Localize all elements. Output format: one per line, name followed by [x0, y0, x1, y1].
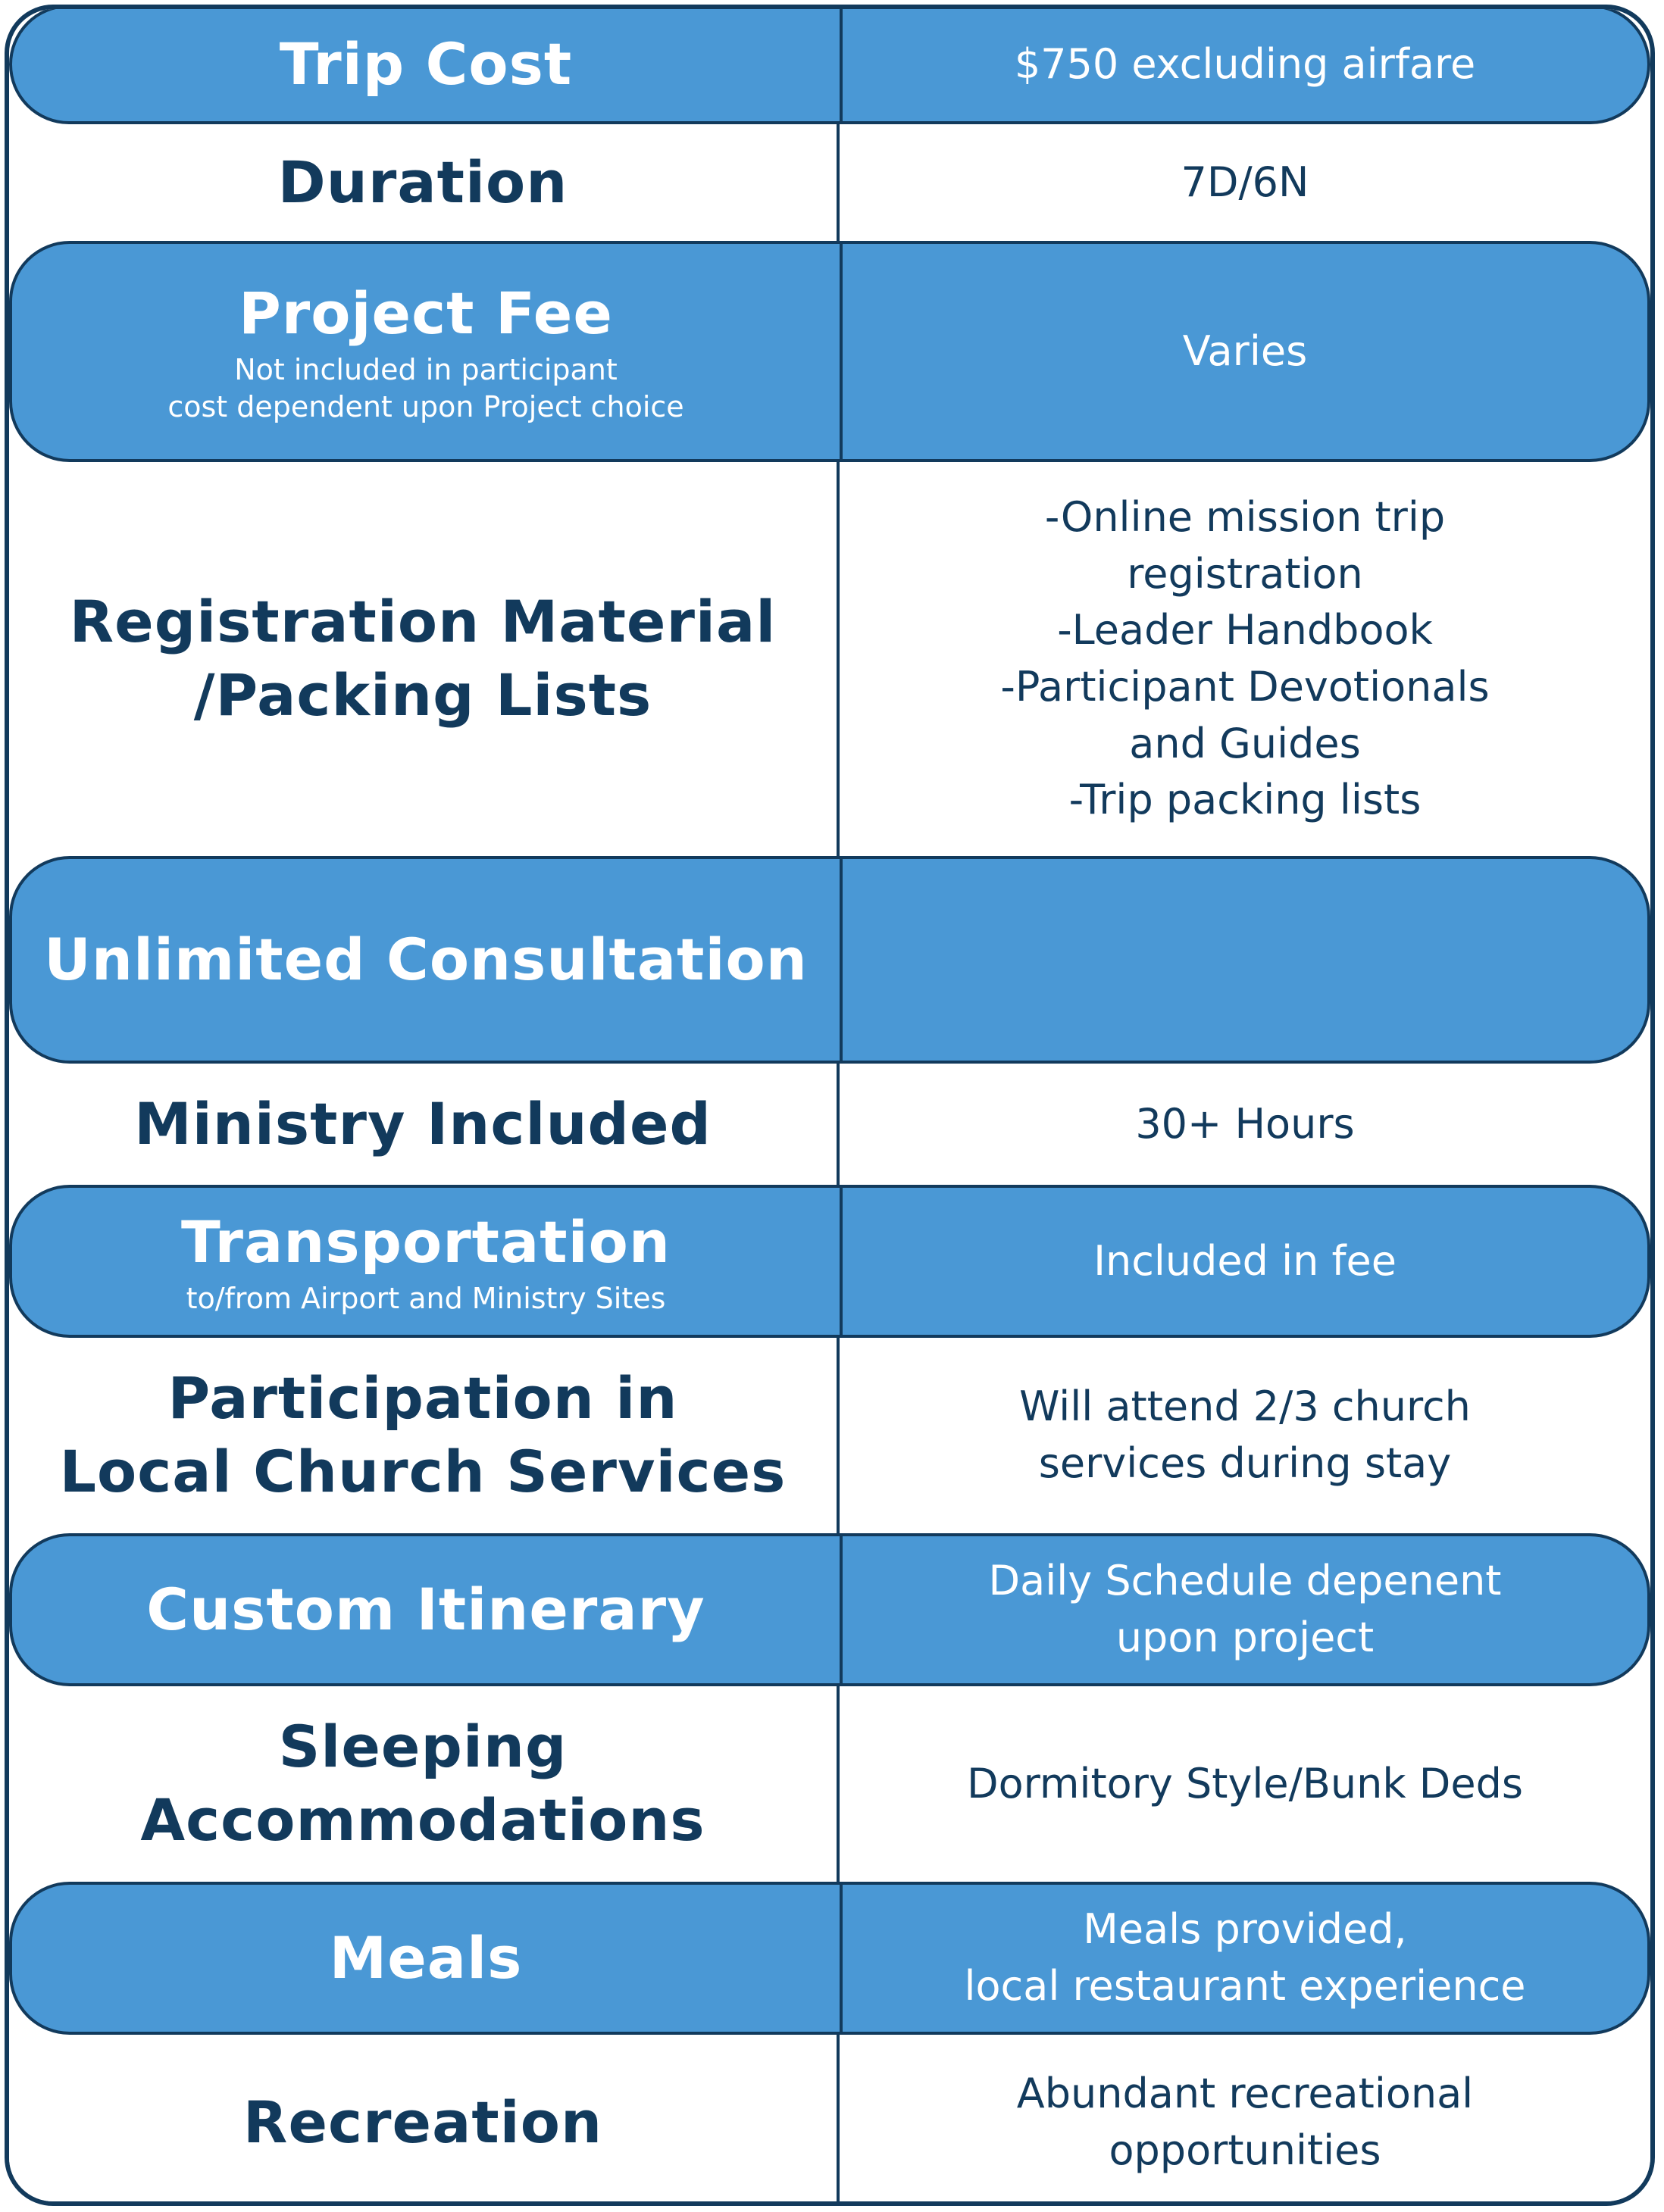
row-label-cell — [9, 1338, 837, 1533]
row-value: Included in fee — [1093, 1236, 1397, 1285]
row-value-cell — [843, 1188, 1647, 1335]
row-value: 30+ Hours — [1135, 1099, 1355, 1148]
row-label: Registration Material /Packing Lists — [69, 588, 777, 729]
row-value-cell — [840, 1064, 1650, 1185]
row-value-cell — [840, 462, 1650, 856]
table-row — [9, 1686, 1650, 1882]
row-label: Sleeping Accommodations — [140, 1713, 705, 1854]
row-label-cell — [12, 244, 840, 459]
table-row — [9, 241, 1650, 462]
row-label: Custom Itinerary — [146, 1575, 705, 1643]
row-label-cell — [12, 1885, 840, 2032]
row-label-note: Not included in participant cost dependent upon Project choice — [167, 353, 684, 424]
row-label: Ministry Included — [134, 1089, 712, 1158]
row-value: Dormitory Style/Bunk Deds — [967, 1759, 1523, 1807]
row-value: Varies — [1182, 326, 1308, 375]
row-label: Trip Cost — [279, 30, 573, 98]
row-value: Daily Schedule depenent upon project — [988, 1557, 1502, 1661]
table-row — [9, 1064, 1650, 1185]
row-value-cell — [843, 859, 1647, 1061]
table-row — [9, 1185, 1650, 1338]
row-label-cell — [12, 1536, 840, 1683]
row-label: Participation in Local Church Services — [59, 1364, 787, 1505]
table-row — [9, 462, 1650, 856]
row-label: Transportation — [180, 1208, 671, 1276]
comparison-table — [5, 5, 1655, 2206]
table-row — [9, 2035, 1650, 2206]
table-row — [9, 124, 1650, 241]
row-label-cell — [9, 1064, 837, 1185]
row-label-cell — [12, 1188, 840, 1335]
row-value-cell — [840, 124, 1650, 241]
row-label-cell — [12, 859, 840, 1061]
table-row — [9, 856, 1650, 1064]
row-label-cell — [9, 2035, 837, 2206]
row-label-note: to/from Airport and Ministry Sites — [186, 1281, 666, 1315]
row-label: Recreation — [242, 2088, 603, 2156]
row-value: Meals provided, local restaurant experience — [964, 1905, 1526, 2010]
row-label: Duration — [277, 148, 568, 216]
row-value-cell — [840, 1338, 1650, 1533]
row-value-cell — [843, 244, 1647, 459]
row-value-cell — [840, 2035, 1650, 2206]
table-row — [9, 5, 1650, 124]
table-row — [9, 1882, 1650, 2035]
row-value-cell — [843, 1885, 1647, 2032]
row-label-cell — [9, 462, 837, 856]
row-label-cell — [12, 8, 840, 121]
row-value-cell — [843, 1536, 1647, 1683]
row-value: 7D/6N — [1181, 158, 1309, 206]
row-value: $750 excluding airfare — [1014, 39, 1476, 88]
row-value: -Online mission trip registration -Leader Handbook -Participant Devotionals and Guides -Trip packing lists — [1000, 493, 1490, 824]
row-value-cell — [840, 1686, 1650, 1882]
row-label-cell — [9, 1686, 837, 1882]
table-row — [9, 1338, 1650, 1533]
row-label: Unlimited Consultation — [44, 925, 808, 993]
row-label: Meals — [329, 1923, 523, 1992]
row-label-cell — [9, 124, 837, 241]
row-value: Abundant recreational opportunities — [1016, 2070, 1474, 2174]
row-value: Will attend 2/3 church services during stay — [1019, 1382, 1471, 1487]
table-row — [9, 1533, 1650, 1686]
row-label: Project Fee — [239, 280, 613, 348]
row-value-cell — [843, 8, 1647, 121]
